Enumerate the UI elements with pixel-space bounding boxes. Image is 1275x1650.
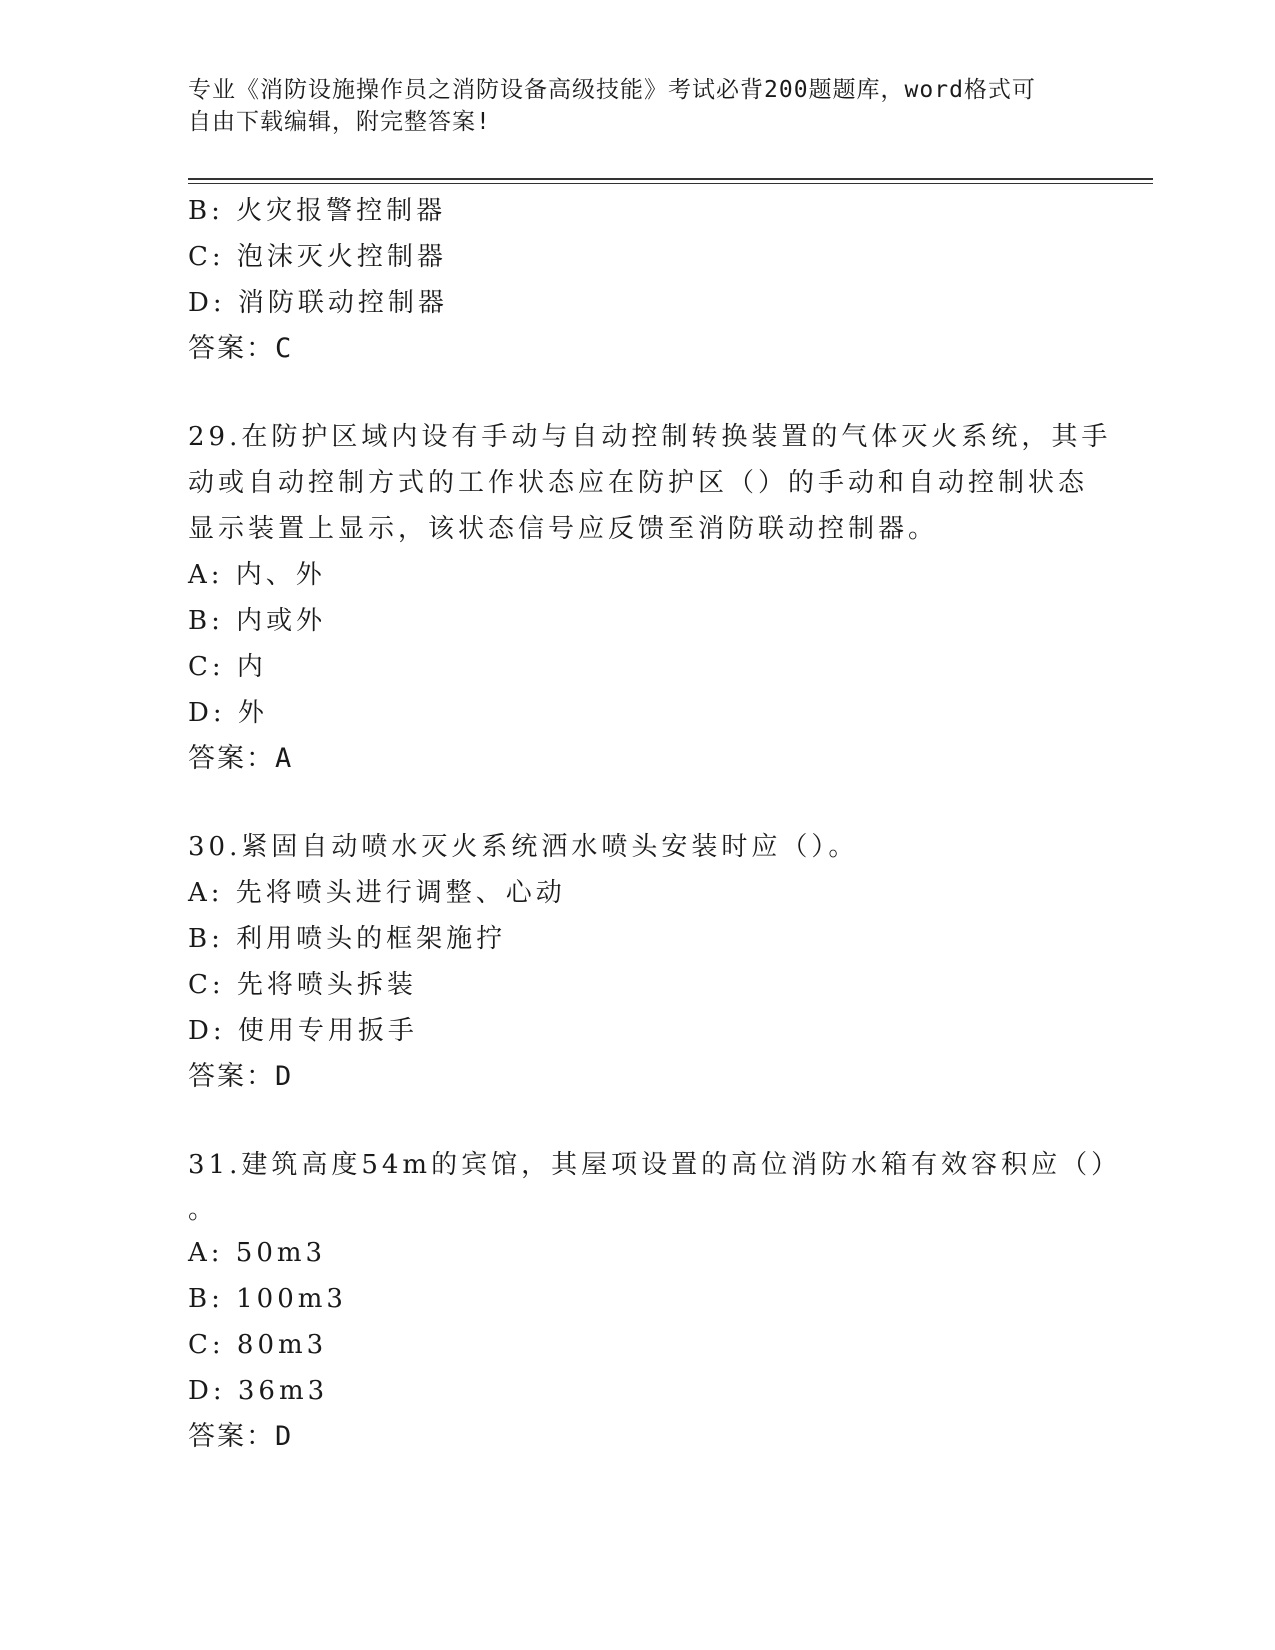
option-b: B: 利用喷头的框架施拧 xyxy=(188,924,507,954)
option-a: A: 内、外 xyxy=(188,560,326,590)
question-text-line: 显示装置上显示，该状态信号应反馈至消防联动控制器。 xyxy=(188,514,939,544)
document-header xyxy=(188,74,1088,138)
option-c: C: 内 xyxy=(188,652,267,682)
question-29 xyxy=(188,414,1112,782)
option-c: C: 先将喷头拆装 xyxy=(188,970,417,1000)
question-text-line: 31.建筑高度54m的宾馆，其屋项设置的高位消防水箱有效容积应（） xyxy=(188,1150,1122,1180)
option-b: B: 100m3 xyxy=(188,1284,347,1314)
answer-line: 答案：C xyxy=(188,333,294,364)
question-31 xyxy=(188,1142,1122,1460)
answer-line: 答案：A xyxy=(188,743,294,774)
header-divider-thick xyxy=(188,178,1153,180)
option-c: C: 泡沫灭火控制器 xyxy=(188,242,447,272)
answer-line: 答案：D xyxy=(188,1061,294,1092)
header-divider-thin xyxy=(188,183,1153,184)
question-trailing-punctuation: 。 xyxy=(188,1195,215,1225)
question-list xyxy=(188,188,1122,1460)
option-b: B: 火灾报警控制器 xyxy=(188,196,447,226)
question-30 xyxy=(188,824,1088,1100)
header-line-2: 自由下载编辑，附完整答案! xyxy=(188,109,491,135)
question-28-continued xyxy=(188,188,1088,372)
header-line-1: 专业《消防设施操作员之消防设备高级技能》考试必背200题题库，word格式可 xyxy=(188,77,1036,103)
question-text-line: 30.紧固自动喷水灭火系统洒水喷头安装时应（）。 xyxy=(188,832,859,862)
question-text-line: 动或自动控制方式的工作状态应在防护区（）的手动和自动控制状态 xyxy=(188,468,1089,498)
option-d: D: 36m3 xyxy=(188,1376,329,1406)
option-d: D: 消防联动控制器 xyxy=(188,288,448,318)
answer-line: 答案：D xyxy=(188,1421,294,1452)
option-d: D: 使用专用扳手 xyxy=(188,1016,418,1046)
option-b: B: 内或外 xyxy=(188,606,327,636)
option-c: C: 80m3 xyxy=(188,1330,328,1360)
option-d: D: 外 xyxy=(188,698,268,728)
question-text-line: 29.在防护区域内设有手动与自动控制转换装置的气体灭火系统，其手 xyxy=(188,422,1112,452)
option-a: A: 50m3 xyxy=(188,1238,327,1268)
option-a: A: 先将喷头进行调整、心动 xyxy=(188,878,566,908)
